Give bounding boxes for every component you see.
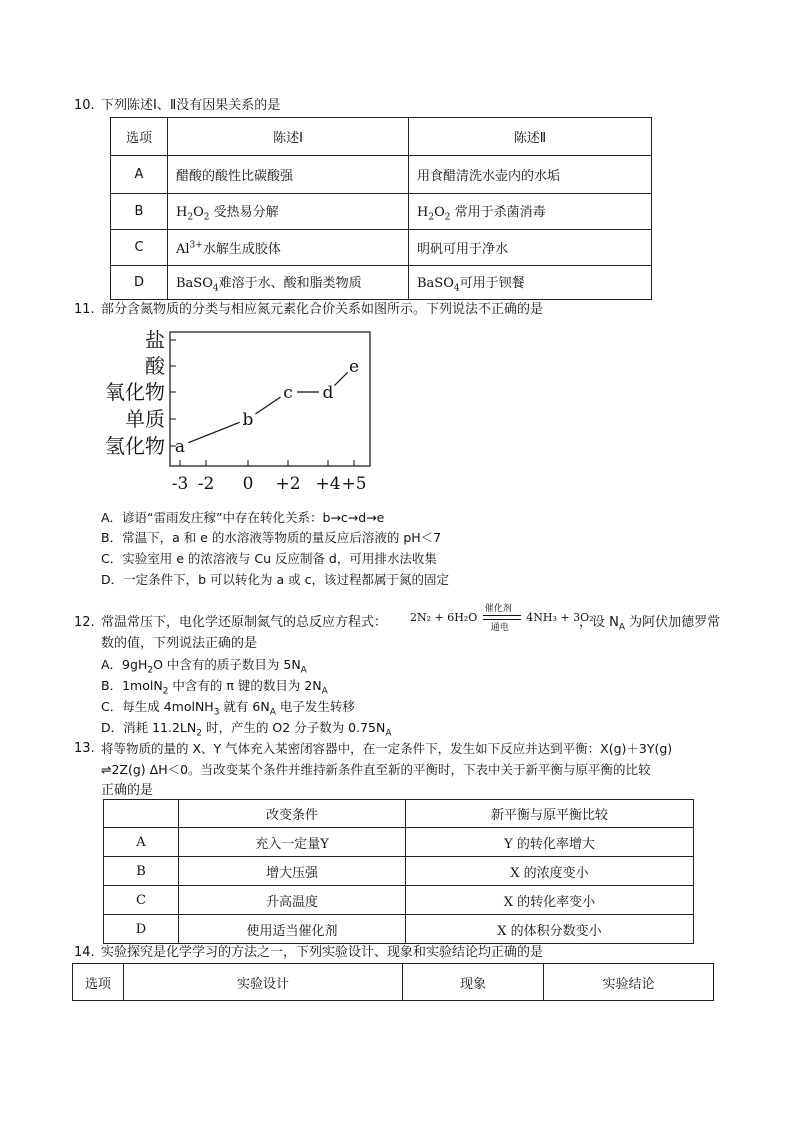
x-tick-label: -2 xyxy=(197,474,215,494)
q10-row-c-statement2: 明矾可用于净水 xyxy=(409,230,652,266)
q10-table xyxy=(110,117,652,300)
y-tick-label: 氢化物 xyxy=(105,434,165,458)
q13-row-b-comparison: X 的浓度变小 xyxy=(406,857,694,886)
q13-row-a-comparison: Y 的转化率增大 xyxy=(406,828,694,857)
q13-row-a-option: A xyxy=(104,828,179,857)
q11-option-a: A．谚语“雷雨发庄稼”中存在转化关系：b→c→d→e xyxy=(101,510,385,525)
q12-option-a: A．$9gH_2O$ 中含有的质子数目为 $5N_A$ xyxy=(101,657,307,676)
q13-header-option xyxy=(104,800,179,828)
q13-row-d-option: D xyxy=(104,915,179,944)
q11-option-d: D．一定条件下，b 可以转化为 a 或 c，该过程都属于氮的固定 xyxy=(101,572,449,587)
q10-header-statement2: 陈述Ⅱ xyxy=(409,118,652,156)
q13-stem-line1: 将等物质的量的 X、Y 气体充入某密闭容器中，在一定条件下，发生如下反应并达到平衡：X(g)＋3Y(g) xyxy=(101,741,673,756)
q13-header-condition: 改变条件 xyxy=(179,800,406,828)
q11-option-c: C．实验室用 e 的浓溶液与 Cu 反应制备 d，可用排水法收集 xyxy=(101,551,437,566)
q12-stem-part3: 数的值，下列说法正确的是 xyxy=(101,636,258,651)
connector-b-c xyxy=(255,397,280,414)
table-row xyxy=(104,857,694,886)
q13-row-a-condition: 充入一定量Y xyxy=(179,828,406,857)
table-row xyxy=(111,194,652,230)
y-tick-label: 盐 xyxy=(145,328,165,352)
q13-row-d-comparison: X 的体积分数变小 xyxy=(406,915,694,944)
q10-row-a-statement2: 用食醋清洗水壶内的水垢 xyxy=(409,156,652,194)
table-row xyxy=(104,886,694,915)
q12-equation xyxy=(410,603,594,633)
q13-row-b-option: B xyxy=(104,857,179,886)
x-tick-label: +2 xyxy=(275,474,301,494)
q10-row-d-statement2: BaSO$_4$可用于钡餐 xyxy=(409,266,652,300)
q14-header-option: 选项 xyxy=(73,964,124,1001)
x-tick-label: 0 xyxy=(242,474,254,494)
q13-row-b-condition: 增大压强 xyxy=(179,857,406,886)
table-row xyxy=(104,828,694,857)
q13-stem-line2: ⇌2Z(g) ΔH＜0。当改变某个条件并维持新条件直至新的平衡时，下表中关于新平衡与原平衡的比较 xyxy=(101,762,651,777)
q14-header-design: 实验设计 xyxy=(124,964,403,1001)
x-tick-label: +4 xyxy=(315,474,341,494)
point-label-d: d xyxy=(322,383,334,403)
q10-number: 10. xyxy=(74,98,95,113)
q13-number: 13. xyxy=(74,741,95,756)
nitrogen-valence-chart xyxy=(90,326,390,496)
x-tick-label: -3 xyxy=(171,474,189,494)
table-row xyxy=(111,266,652,300)
q10-header-statement1: 陈述Ⅰ xyxy=(168,118,409,156)
q11-number: 11. xyxy=(74,302,95,317)
q10-row-c-option: C xyxy=(111,230,168,266)
q10-row-b-option: B xyxy=(111,194,168,230)
q10-row-b-statement2: $H_2O_2$ 常用于杀菌消毒 xyxy=(409,194,652,230)
connector-a-b xyxy=(188,422,239,442)
point-label-b: b xyxy=(242,410,254,430)
q13-row-c-option: C xyxy=(104,886,179,915)
q10-header-row xyxy=(111,118,652,156)
q13-row-d-condition: 使用适当催化剂 xyxy=(179,915,406,944)
x-tick-label: +5 xyxy=(341,474,367,494)
y-tick-label: 单质 xyxy=(125,407,165,431)
q13-table xyxy=(103,799,694,944)
q12-option-c: C．每生成 4molNH$_3$ 就有 $6N_A$ 电子发生转移 xyxy=(101,699,355,718)
point-label-a: a xyxy=(174,437,186,457)
q11-option-b: B．常温下，a 和 e 的水溶液等物质的量反应后溶液的 pH＜7 xyxy=(101,530,442,545)
q13-header-comparison: 新平衡与原平衡比较 xyxy=(406,800,694,828)
y-tick-label: 氧化物 xyxy=(105,380,165,404)
q12-equation-left: 2N₂ + 6H₂O xyxy=(410,611,478,624)
chart-frame xyxy=(170,332,370,466)
table-row xyxy=(111,156,652,194)
q12-equation-catalyst: 催化剂 xyxy=(484,604,512,614)
q14-header-row xyxy=(73,964,714,1001)
q13-row-c-condition: 升高温度 xyxy=(179,886,406,915)
q12-equation-right: 4NH₃ + 3O₂ xyxy=(526,611,594,624)
q12-equation-condition: 通电 xyxy=(490,623,509,633)
q10-row-a-statement1: 醋酸的酸性比碳酸强 xyxy=(168,156,409,194)
point-label-e: e xyxy=(348,357,360,377)
q13-header-row xyxy=(104,800,694,828)
q10-stem: 下列陈述Ⅰ、Ⅱ没有因果关系的是 xyxy=(101,98,281,113)
q14-header-phenomenon: 现象 xyxy=(403,964,544,1001)
q14-stem: 实验探究是化学学习的方法之一，下列实验设计、现象和实验结论均正确的是 xyxy=(101,945,544,960)
q13-stem-line3: 正确的是 xyxy=(101,783,154,798)
q13-row-c-comparison: X 的转化率变小 xyxy=(406,886,694,915)
q12-option-d: D．消耗 $11.2LN_2$ 时，产生的 O2 分子数为 $0.75N_A$ xyxy=(101,720,392,739)
q10-row-d-option: D xyxy=(111,266,168,300)
q10-row-d-statement1: BaSO$_4$难溶于水、酸和脂类物质 xyxy=(168,266,409,300)
q14-header-conclusion: 实验结论 xyxy=(544,964,714,1001)
q12-number: 12. xyxy=(74,615,95,630)
q10-header-option: 选项 xyxy=(111,118,168,156)
connector-d-e xyxy=(334,372,347,385)
q14-number: 14. xyxy=(74,945,95,960)
q12-stem-part2: ，设 $N_A$ 为阿伏加德罗常 xyxy=(579,615,721,633)
table-row xyxy=(111,230,652,266)
q10-row-a-option: A xyxy=(111,156,168,194)
q12-stem-part1: 常温常压下，电化学还原制氮气的总反应方程式： xyxy=(101,615,388,630)
table-row xyxy=(104,915,694,944)
point-label-c: c xyxy=(283,383,293,403)
q12-option-b: B．1molN$_2$ 中含有的 π 键的数目为 $2N_A$ xyxy=(101,678,328,697)
q12-equation-arrow xyxy=(483,603,521,633)
q10-row-b-statement1: $H_2O_2$ 受热易分解 xyxy=(168,194,409,230)
q11-stem: 部分含氮物质的分类与相应氮元素化合价关系如图所示。下列说法不正确的是 xyxy=(101,302,544,317)
q10-row-c-statement1: $Al^{3+}$水解生成胶体 xyxy=(168,230,409,266)
q14-table xyxy=(72,963,714,1001)
y-tick-label: 酸 xyxy=(145,354,165,378)
